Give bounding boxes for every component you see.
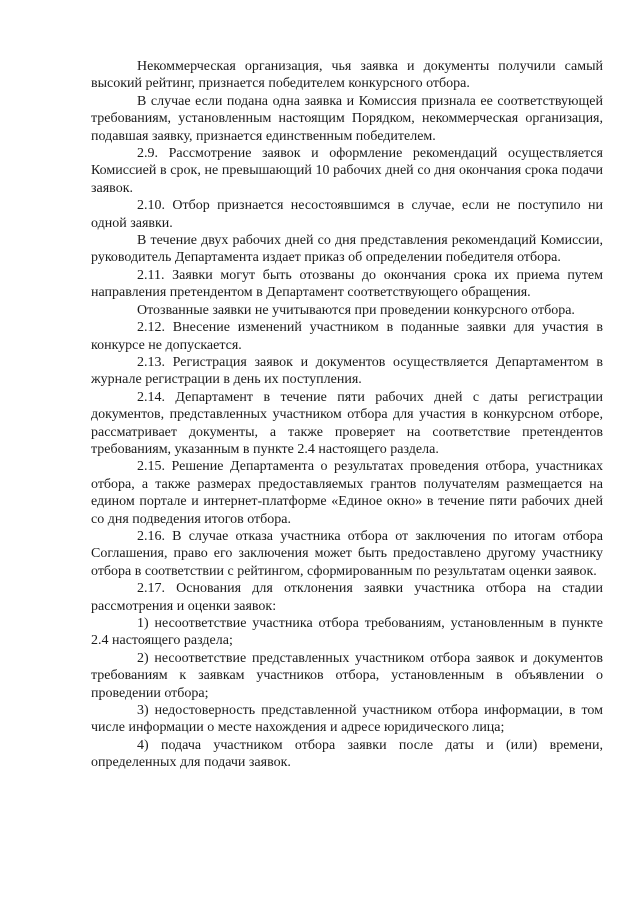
list-item: 3) недостоверность представленной участником отбора информации, в том числе информации о месте нахождения и адресе юридического лица; [91, 703, 603, 736]
document-body [91, 58, 603, 772]
paragraph: 2.13. Регистрация заявок и документов осуществляется Департаментом в журнале регистрации в день их поступления. [91, 354, 603, 388]
list-item: 1) несоответствие участника отбора требованиям, установленным в пункте 2.4 настоящего раздела; [91, 616, 603, 649]
paragraph: В течение двух рабочих дней со дня представления рекомендаций Комиссии, руководитель Департамента издает приказ об определении победителя отбора. [91, 233, 603, 266]
paragraph: 2.14. Департамент в течение пяти рабочих дней с даты регистрации документов, представленных участником отбора для участия в конкурсном отборе, рассматривает документы, а также проверяет на соответствие претендентов требованиям, указанным в пункте 2.4 настоящего раздела. [91, 389, 603, 457]
list-item: 2) несоответствие представленных участником отбора заявок и документов требованиям к заявкам участников отбора, установленным в объявлении о проведении отбора; [91, 650, 603, 701]
paragraph: 2.16. В случае отказа участника отбора от заключения по итогам отбора Соглашения, право его заключения может быть предоставлено другому участнику отбора в соответствии с рейтингом, сформированным по результатам оценки заявок. [91, 528, 603, 579]
paragraph: 2.10. Отбор признается несостоявшимся в случае, если не поступило ни одной заявки. [91, 198, 603, 231]
paragraph: 2.11. Заявки могут быть отозваны до окончания срока их приема путем направления претендентом в Департамент соответствующего обращения. [91, 267, 603, 301]
paragraph: Отозванные заявки не учитываются при проведении конкурсного отбора. [137, 302, 575, 318]
paragraph: 2.9. Рассмотрение заявок и оформление рекомендаций осуществляется Комиссией в срок, не превышающий 10 рабочих дней со дня окончания срока подачи заявок. [91, 146, 603, 196]
paragraph: 2.17. Основания для отклонения заявки участника отбора на стадии рассмотрения и оценки заявок: [91, 581, 603, 614]
paragraph: 2.12. Внесение изменений участником в поданные заявки для участия в конкурсе не допускается. [91, 320, 603, 353]
paragraph: В случае если подана одна заявка и Комиссия признала ее соответствующей требованиям, установленным настоящим Порядком, некоммерческая организация, подавшая заявку, признается единственным победителем. [91, 93, 603, 144]
list-item: 4) подача участником отбора заявки после даты и (или) времени, определенных для подачи заявок. [91, 737, 603, 771]
paragraph: 2.15. Решение Департамента о результатах проведения отбора, участниках отбора, а также размерах предоставляемых грантов получателям размещается на едином портале и интернет-платформе «Единое окно» в течение пяти рабочих дней со дня подведения итогов отбора. [91, 459, 603, 527]
paragraph: Некоммерческая организация, чья заявка и документы получили самый высокий рейтинг, признается победителем конкурсного отбора. [91, 59, 603, 92]
